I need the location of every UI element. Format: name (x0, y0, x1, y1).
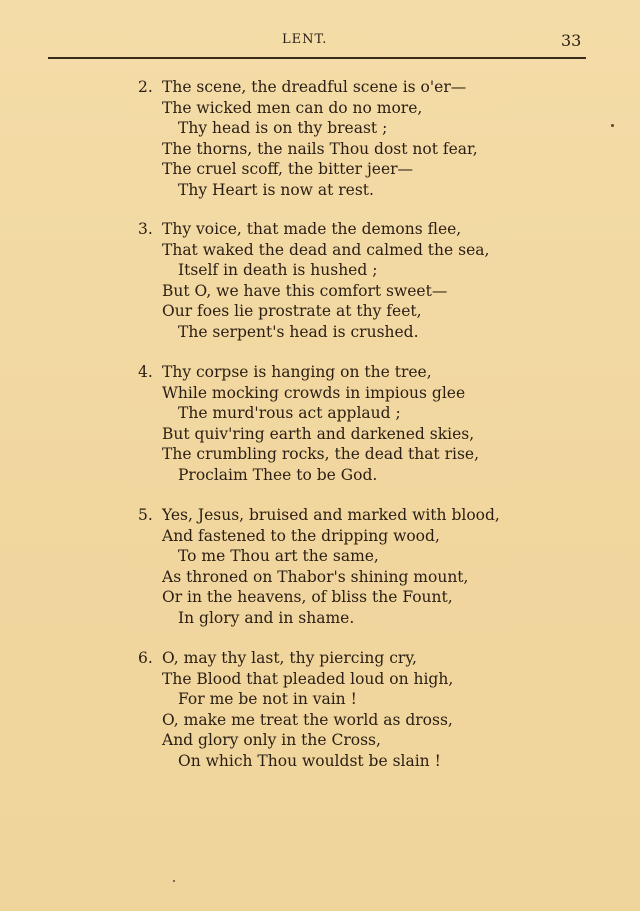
verse-line: Itself in death is hushed ; (178, 261, 378, 280)
stanza-number: 3. (138, 220, 153, 238)
verse-line: Thy head is on thy breast ; (178, 119, 388, 138)
verse-line: The Blood that pleaded loud on high, (162, 669, 454, 688)
verse-line: But O, we have this comfort sweet— (162, 281, 448, 300)
stanza-number: 6. (138, 649, 153, 667)
verse-line: In glory and in shame. (178, 609, 355, 627)
verse-line: To me Thou art the same, (178, 547, 379, 566)
verse-line: For me be not in vain ! (178, 690, 357, 709)
running-head: LENT. (282, 32, 328, 47)
stanza-number: 2. (138, 78, 153, 96)
verse-line: And glory only in the Cross, (162, 731, 381, 750)
verse-line: Thy Heart is now at rest. (178, 181, 374, 199)
ink-speck (611, 124, 614, 127)
verse-line: The thorns, the nails Thou dost not fear, (162, 139, 478, 158)
verse-line: Our foes lie prostrate at thy feet, (162, 302, 422, 321)
verse-line: But quiv'ring earth and darkened skies, (162, 424, 475, 443)
verse-line: The wicked men can do no more, (162, 98, 423, 117)
page-number: 33 (561, 31, 582, 50)
stanza-number: 4. (138, 363, 153, 381)
verse-line: On which Thou wouldst be slain ! (178, 752, 441, 770)
verse-line: Proclaim Thee to be God. (178, 466, 378, 484)
verse-line: As throned on Thabor's shining mount, (162, 567, 469, 586)
verse-line: And fastened to the dripping wood, (162, 526, 440, 545)
verse-line: The murd'rous act applaud ; (178, 404, 401, 423)
header-rule (48, 57, 586, 59)
verse-line: That waked the dead and calmed the sea, (162, 240, 490, 259)
verse-line: Thy corpse is hanging on the tree, (162, 363, 432, 381)
verse-line: O, may thy last, thy piercing cry, (162, 649, 417, 667)
ink-speck (173, 880, 175, 882)
stanza-number: 5. (138, 506, 153, 524)
verse-line: Yes, Jesus, bruised and marked with blood, (162, 506, 500, 524)
verse-line: Or in the heavens, of bliss the Fount, (162, 588, 453, 607)
verse-line: O, make me treat the world as dross, (162, 710, 453, 729)
verse-line: While mocking crowds in impious glee (162, 383, 466, 402)
verse-line: Thy voice, that made the demons flee, (162, 220, 462, 238)
verse-line: The cruel scoff, the bitter jeer— (162, 160, 414, 179)
verse-line: The serpent's head is crushed. (178, 323, 419, 341)
verse-line: The crumbling rocks, the dead that rise, (162, 445, 480, 464)
verse-line: The scene, the dreadful scene is o'er— (162, 78, 467, 96)
